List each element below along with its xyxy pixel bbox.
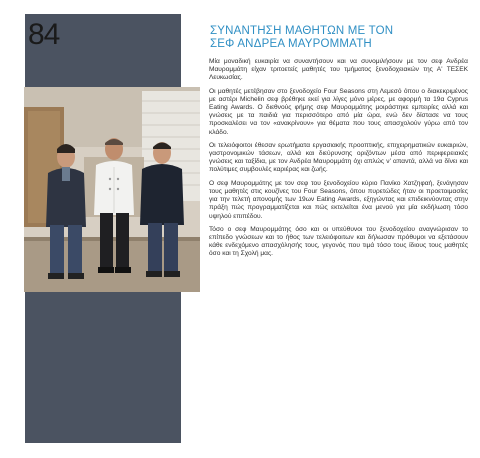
article-paragraph: Τόσο ο σεφ Μαυρομμάτης όσο και οι υπεύθυνοι του ξενοδοχείου αναγνώρισαν το επίπεδο γνώσεων και το ήθος των τελειόφοιτων και δήλωσαν πρόθυμοι να εξετάσουν κάθε ενδεχόμενο απασχόλησής τους, γεγονός που τιμά τόσο τους ίδιους τους μαθητές όσο και τη Σχολή μας.: [209, 226, 468, 258]
page-number: 84: [28, 18, 60, 51]
article-title-line: ΣΕΦ ΑΝΔΡΕΑ ΜΑΥΡΟΜΜΑΤΗ: [210, 37, 372, 50]
article-title: [210, 25, 460, 50]
article-paragraph: Ο σεφ Μαυρομμάτης με τον σεφ του ξενοδοχείου κύριο Πανίκο Χατζηφαή, ξενάγησαν τους μαθητές στις κουζίνες του Four Seasons, όπου πυρετώδες ήταν οι προετοιμασίες για την τελετή απονομής των 19ων Eating Awards, εξηγώντας και επιδεικνύοντας στην πράξη πώς προγραμματίζεται και πώς εκτελείται ένα μενού για μία εκδήλωση τόσο υψηλού επιπέδου.: [209, 179, 468, 220]
article-paragraph: Οι τελειόφοιτοι έθεσαν ερωτήματα εργασιακής προοπτικής, επιχειρηματικών ευκαιριών, γαστρονομικών τάσεων, αλλά και διεύρυνσης οριζόντων μέσα από περιφερειακές γνώσεις και ταξίδια, με τον Ανδρέα Μαυρομμάτη όχι απλώς ν' απαντά, αλλά να δίνει και πολύτιμες συμβουλές καριέρας και ζωής.: [209, 142, 468, 174]
article-paragraph: Μία μοναδική ευκαιρία να συναντήσουν και να συνομιλήσουν με τον σεφ Ανδρέα Μαυρομμάτη είχαν τριτοετείς μαθητές του τμήματος ξενοδοχειακών της Α' ΤΕΣΕΚ Λευκωσίας.: [209, 58, 468, 82]
article-body: [209, 58, 468, 264]
article-photo: [24, 87, 200, 292]
article-title-line: ΣΥΝΑΝΤΗΣΗ ΜΑΘΗΤΩΝ ΜΕ ΤΟΝ: [210, 25, 394, 37]
article-paragraph: Οι μαθητές μετέβησαν στο ξενοδοχείο Four Seasons στη Λεμεσό όπου ο διακεκριμένος με αστέρι Michelin σεφ βρέθηκε εκεί για λίγες μόνο μέρες, με αφορμή τα 19α Cyprus Eating Awards. Ο διεθνούς φήμης σεφ Μαυρομμάτης μοιράστηκε εμπειρίες αλλά και γνώσεις με τα παιδιά για περισσότερο από μία ώρα, ενώ δεν δίστασε να τους προσκαλέσει να τον «ανακρίνουν» για θέματα που τους απασχολούν γύρω από τον κλάδο.: [209, 87, 468, 136]
